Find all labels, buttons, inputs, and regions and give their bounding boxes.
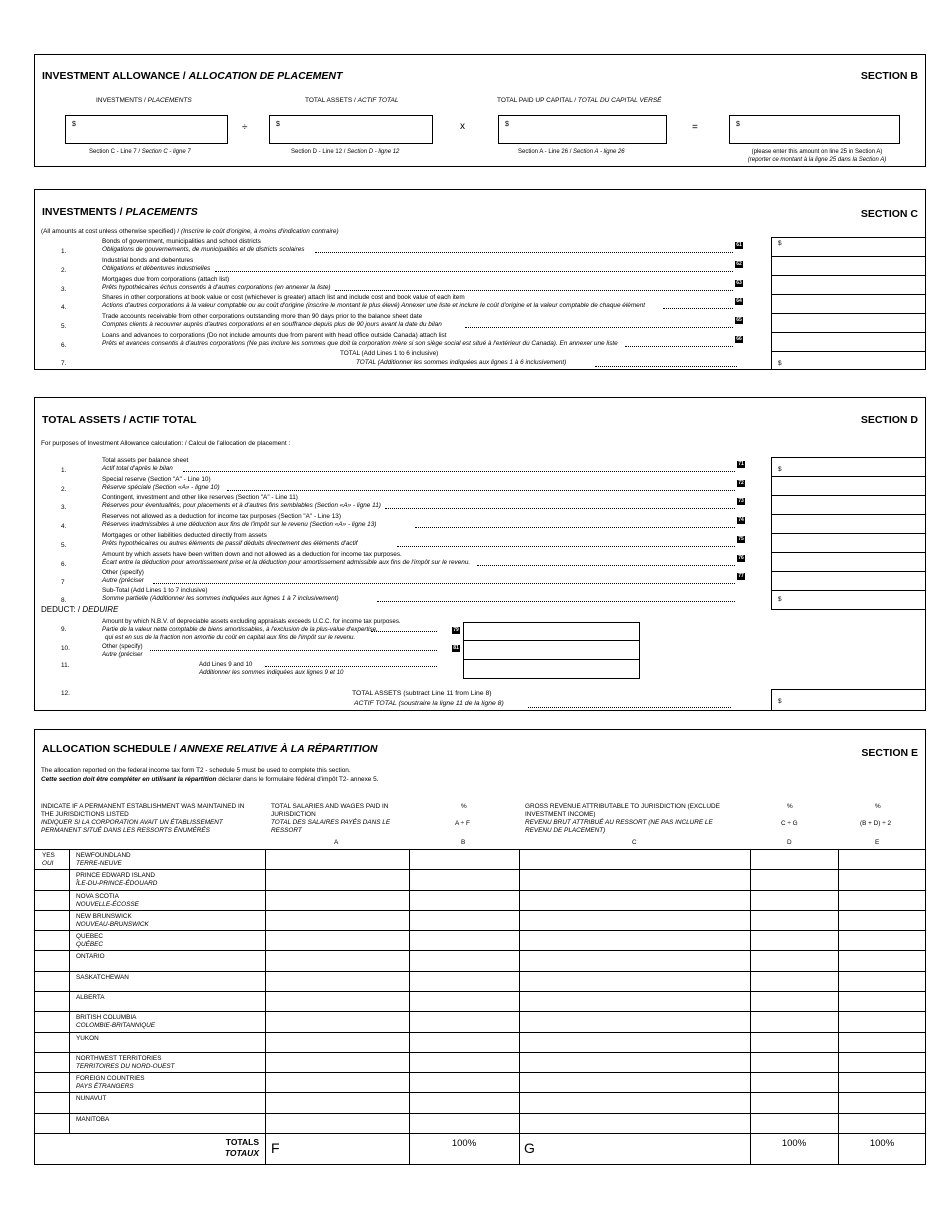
e-header-e-formula: (B + D) ÷ 2 [860,820,892,827]
c-line3-en: Mortgages due from corporations (attach list) [102,276,230,283]
d-line5-input[interactable] [772,534,925,552]
cell-yes[interactable] [36,850,68,869]
allocation-table [35,849,925,1133]
jurisdiction-name-fr: TERRE-NEUVE [76,860,122,867]
d-line2-input[interactable] [772,477,925,495]
totals-row [35,1133,925,1165]
d-line2-en: Special reserve (Section "A" - Line 10) [102,476,211,483]
paid-up-capital-col-label: TOTAL PAID UP CAPITAL / TOTAL DU CAPITAL VERSÉ [497,97,662,104]
deduct-label: DEDUCT: / DEDUIRE [41,605,119,614]
c-line4-num: 4. [61,304,67,311]
d-line7-input[interactable] [772,572,925,590]
jurisdiction-name-en: QUEBEC [76,933,103,941]
section-d [34,397,926,711]
cell-yes[interactable] [36,951,68,970]
multiply-operator: x [460,121,465,132]
c-line4-code: 64 [736,298,742,304]
cell-pct-b[interactable] [410,870,518,889]
total-e-100: 100% [869,1138,895,1149]
section-b [34,54,926,167]
jurisdiction-row [35,1052,925,1072]
cell-pct-b[interactable] [410,931,518,950]
yes-label: YES [42,852,55,859]
cell-yes[interactable] [36,911,68,930]
cell-pct-d[interactable] [751,891,837,910]
cell-salaries[interactable] [266,891,408,910]
e-header-d-pct: % [787,803,793,810]
d-line3-en: Contingent, investment and other like reserves (Section "A" - Line 11) [102,494,298,501]
cell-pct-e[interactable] [839,1114,924,1133]
total-dollar: $ [778,360,782,367]
d-line6-num: 6. [61,561,67,568]
total-d-100: 100% [781,1138,807,1149]
jurisdiction-name-fr: PAYS ÉTRANGERS [76,1083,134,1091]
c-line4-input[interactable] [772,295,925,313]
cell-salaries[interactable] [266,972,408,991]
c-line2-code: 62 [736,261,742,267]
c-line5-code: 65 [736,317,742,323]
c-total-input[interactable] [772,352,925,370]
cell-yes[interactable] [36,870,68,889]
cell-salaries[interactable] [266,1114,408,1133]
section-e-note-fr: Cette section doit être compléter en utilisant la répartition déclarer dans le formulaire fédéral d'impôt T2- annexe 5. [41,776,379,783]
total-f: F [271,1140,280,1156]
jurisdiction-name-en: ONTARIO [76,953,105,961]
cell-pct-e[interactable] [839,951,924,970]
d-line9-input[interactable] [463,622,640,641]
d-line12-en: TOTAL ASSETS (subtract Line 11 from Line 8) [352,690,492,697]
jurisdiction-name-en: MANITOBA [76,1115,110,1123]
c-line2-input[interactable] [772,257,925,275]
investments-input[interactable]: $ [65,115,228,144]
jurisdiction-name-en: PRINCE EDWARD ISLAND [76,872,155,880]
d-line7-num: 7 [61,579,65,586]
cell-salaries[interactable] [266,1012,408,1031]
jurisdiction-row [35,869,925,889]
d-line11-num: 11. [61,662,70,669]
e-header-e-pct: % [875,803,881,810]
e-header-b-pct: % [461,803,467,810]
cell-pct-e[interactable] [839,1093,924,1112]
cell-gross-revenue[interactable] [520,1053,749,1072]
e-header-permanent-establishment: INDICATE IF A PERMANENT ESTABLISHMENT WAS MAINTAINED IN THE JURISDICTIONS LISTED INDIQUER SI LA CORPORATION AVAIT UN ÉTABLISSEMENT PERMANENT SITUÉ DANS LES RESSORTS ÉNUMÉRÉS [41,803,245,834]
d-line11-text: Add Lines 9 and 10 Additionner les sommes indiquées aux lignes 9 et 10 [199,661,344,676]
cell-pct-d[interactable] [751,931,837,950]
cell-gross-revenue[interactable] [520,972,749,991]
cell-pct-e[interactable] [839,1033,924,1052]
d-line5-fr: Prêts hypothécaires ou autres éléments de passif déduits directement des éléments d'actif [102,540,358,547]
d-line4-num: 4. [61,523,67,530]
jurisdiction-name-fr: TERRITOIRES DU NORD-OUEST [76,1062,175,1070]
d-line6-en: Amount by which assets have been written down and not allowed as a deduction for income tax purposes. [102,551,402,558]
cell-pct-e[interactable] [839,992,924,1011]
cell-yes[interactable] [36,1093,68,1112]
cell-pct-d[interactable] [751,992,837,1011]
jurisdiction-name-fr: NOUVELLE-ÉCOSSE [76,900,139,908]
cell-yes[interactable] [36,992,68,1011]
cell-gross-revenue[interactable] [520,870,749,889]
section-c-title: INVESTMENTS / PLACEMENTS [42,206,198,218]
cell-pct-b[interactable] [410,1053,518,1072]
e-header-col-e: E [875,839,880,846]
d-line3-input[interactable] [772,496,925,514]
investment-allowance-result-input[interactable]: $ [729,115,900,144]
section-b-title: INVESTMENT ALLOWANCE / ALLOCATION DE PLACEMENT [42,70,343,82]
d-line1-en: Total assets per balance sheet [102,457,189,464]
cell-gross-revenue[interactable] [520,1093,749,1112]
cell-pct-b[interactable] [410,1073,518,1092]
jurisdiction-name-en: FOREIGN COUNTRIES [76,1075,145,1083]
d-line2-code: 72 [738,480,744,486]
cell-pct-e[interactable] [839,931,924,950]
cell-pct-e[interactable] [839,911,924,930]
c-line6-num: 6. [61,342,67,349]
c-line5-fr: Comptes clients à recouvrer auprès d'autres corporations et en souffrance depuis plus de 90 jours avant la date du bilan [102,321,442,328]
cell-gross-revenue[interactable] [520,1012,749,1031]
d-line4-code: 74 [738,517,744,523]
jurisdiction-name-en: NEW BRUNSWICK [76,912,132,920]
d-line10-input[interactable] [463,641,640,660]
section-d-note: For purposes of Investment Allowance calculation: / Calcul de l'allocation de placement : [41,440,291,447]
c-line4-fr: Actions d'autres corporations à la valeur comptable ou au coût d'origine (inscrire le montant le plus élevé) Annexer une liste et inclure le coût d'origine et la valeur comptable de chaque élément [102,302,646,309]
c-line6-fr: Prêts et avances consentis à d'autres corporations (Ne pas inclure les sommes que doit la corporation mère si son siège social est situé à l'extérieur du Canada). En annexer une liste [102,340,618,347]
c-line2-num: 2. [61,267,67,274]
section-e-label: SECTION E [861,747,918,759]
c-line3-code: 63 [736,280,742,286]
section-c-note: (All amounts at cost unless otherwise specified) / (Inscrire le coût d'origine, à moins d'indication contraire) [41,228,339,235]
section-b-label: SECTION B [860,70,918,82]
cell-pct-b[interactable] [410,972,518,991]
e-header-col-c: C [632,839,637,846]
d-line1-dollar: $ [778,466,782,473]
d-line12-num: 12. [61,690,70,697]
jurisdiction-row [35,971,925,991]
cell-gross-revenue[interactable] [520,931,749,950]
cell-yes[interactable] [36,1012,68,1031]
jurisdiction-name-en: YUKON [76,1034,99,1042]
investments-col-label: INVESTMENTS / PLACEMENTS [96,97,192,104]
jurisdiction-name-en: NUNAVUT [76,1095,107,1103]
yes-label-fr: OUI [42,860,54,867]
c-line5-en: Trade accounts receivable from other corporations outstanding more than 90 days prior to the balance sheet date [102,313,423,320]
c-line3-num: 3. [61,286,67,293]
e-header-gross-revenue: GROSS REVENUE ATTRIBUTABLE TO JURISDICTION (EXCLUDE INVESTMENT INCOME) REVENU BRUT ATTRIBUÉ AU RESSORT (NE PAS INCLURE LE REVENU DE PLACEMENT) [525,803,720,834]
c-line5-num: 5. [61,323,67,330]
section-e-note-en: The allocation reported on the federal income tax form T2 - schedule 5 must be used to complete this section. [41,767,351,774]
d-line6-code: 76 [738,555,744,561]
jurisdiction-row [35,1011,925,1031]
total-assets-col-label: TOTAL ASSETS / ACTIF TOTAL [305,97,399,104]
c-line2-fr: Obligations et débentures industrielles [102,265,211,272]
cell-salaries[interactable] [266,1053,408,1072]
c-line3-input[interactable] [772,276,925,294]
d-line5-code: 75 [738,536,744,542]
jurisdiction-row [35,991,925,1011]
d-line4-input[interactable] [772,515,925,533]
d-line8-num: 8. [61,597,67,604]
cell-pct-d[interactable] [751,911,837,930]
jurisdiction-row [35,1072,925,1092]
d-line1-code: 71 [738,461,744,467]
total-b-100: 100% [451,1138,477,1149]
cell-yes[interactable] [36,1073,68,1092]
cell-pct-b[interactable] [410,1093,518,1112]
c-line6-code: 66 [736,336,742,342]
cell-pct-d[interactable] [751,1073,837,1092]
cell-gross-revenue[interactable] [520,992,749,1011]
c-line6-input[interactable] [772,333,925,351]
cell-salaries[interactable] [266,1073,408,1092]
cell-gross-revenue[interactable] [520,850,749,869]
c-line5-input[interactable] [772,314,925,332]
c-line1-en: Bonds of government, municipalities and school districts [102,238,261,245]
jurisdiction-name-en: SASKATCHEWAN [76,973,129,981]
cell-pct-d[interactable] [751,951,837,970]
cell-gross-revenue[interactable] [520,911,749,930]
e-header-col-b: B [461,839,466,846]
cell-pct-e[interactable] [839,891,924,910]
cell-salaries[interactable] [266,870,408,889]
cell-pct-e[interactable] [839,870,924,889]
d-line1-fr: Actif total d'après le bilan [102,465,173,472]
c-line6-en: Loans and advances to corporations (Do not include amounts due from parent with head office outside Canada) attach list [102,332,447,339]
section-e-title: ALLOCATION SCHEDULE / ANNEXE RELATIVE À LA RÉPARTITION [42,743,378,755]
cell-yes[interactable] [36,1053,68,1072]
section-c-label: SECTION C [860,208,918,220]
cell-pct-e[interactable] [839,1053,924,1072]
total-assets-input[interactable]: $ [269,115,433,144]
cell-gross-revenue[interactable] [520,1033,749,1052]
d-line12-fr: ACTIF TOTAL (soustraire la ligne 11 de la ligne 8) [354,700,504,707]
e-header-salaries: TOTAL SALARIES AND WAGES PAID IN JURISDICTION TOTAL DES SALAIRES PAYÉS DANS LE RESSORT [271,803,391,834]
c-line1-num: 1. [61,248,67,255]
cell-salaries[interactable] [266,850,408,869]
d-line12-input[interactable]: $ [771,689,926,711]
divide-operator: ÷ [242,122,248,133]
jurisdiction-row [35,1032,925,1052]
e-header-d-formula: C ÷ G [781,820,798,827]
c-line1-input[interactable] [772,238,925,256]
d-line10-text: Other (specify) Autre (préciser [102,643,143,658]
cell-pct-d[interactable] [751,972,837,991]
cell-pct-b[interactable] [410,891,518,910]
cell-salaries[interactable] [266,911,408,930]
d-line7-code: 77 [738,573,744,579]
d-line7-en: Other (specify) [102,569,144,576]
jurisdiction-name-fr: NOUVEAU-BRUNSWICK [76,920,149,928]
ref-section-a: Section A - Line 26 / Section A - ligne 26 [518,149,625,155]
cell-pct-d[interactable] [751,850,837,869]
cell-pct-b[interactable] [410,1114,518,1133]
jurisdiction-name-fr: COLOMBIE-BRITANNIQUE [76,1022,156,1030]
jurisdiction-row [35,950,925,970]
c-line1-fr: Obligations de gouvernements, de municipalités et de districts scolaires [102,246,305,253]
cell-salaries[interactable] [266,931,408,950]
c-line3-fr: Prêts hypothécaires échus consentis à d'autres corporations (en annexer la liste) [102,284,331,291]
line1-dollar: $ [778,240,782,247]
d-line5-num: 5. [61,542,67,549]
d-line2-fr: Réserve spéciale (Section «A» - ligne 10) [102,484,220,491]
cell-gross-revenue[interactable] [520,951,749,970]
ref-section-d: Section D - Line 12 / Section D - ligne 12 [291,149,400,155]
d-line11-input[interactable] [463,660,640,679]
cell-pct-d[interactable] [751,1093,837,1112]
jurisdiction-row [35,849,925,869]
e-header-b-formula: A ÷ F [455,820,470,827]
d-line8-input[interactable] [772,591,925,609]
cell-pct-e[interactable] [839,1073,924,1092]
cell-pct-d[interactable] [751,1114,837,1133]
d-line2-num: 2. [61,486,67,493]
cell-pct-d[interactable] [751,1053,837,1072]
cell-salaries[interactable] [266,992,408,1011]
d-line4-fr: Réserves inadmissibles à une déduction aux fins de l'impôt sur le revenu (Section «A» - ligne 13) [102,521,377,528]
e-header-col-a: A [334,839,339,846]
cell-gross-revenue[interactable] [520,1114,749,1133]
d-line8-fr: Somme partielle (Additionner les sommes indiquées aux lignes 1 à 7 inclusivement) [102,595,339,602]
section-d-label: SECTION D [860,414,918,426]
jurisdiction-row [35,890,925,910]
jurisdiction-name-fr: ÎLE-DU-PRINCE-ÉDOUARD [76,880,158,888]
d-line1-input[interactable] [772,458,925,476]
cell-pct-e[interactable] [839,1012,924,1031]
d-line6-input[interactable] [772,553,925,571]
section-d-title: TOTAL ASSETS / ACTIF TOTAL [42,414,197,426]
d-line9-num: 9. [61,626,67,633]
cell-gross-revenue[interactable] [520,891,749,910]
cell-yes[interactable] [36,1033,68,1052]
c-total-label-fr: TOTAL (Additionner les sommes indiquées aux lignes 1 à 6 inclusivement) [356,359,567,366]
ref-line-25-note: (please enter this amount on line 25 in Section A) (reporter ce montant à la ligne 25 dans la Section A) [747,149,887,163]
jurisdiction-row [35,1113,925,1133]
total-g: G [524,1140,535,1156]
jurisdiction-name-en: ALBERTA [76,994,105,1001]
d-line3-fr: Réserves pour éventualités, pour placements et à d'autres fins semblables (Section «A» - ligne 11) [102,502,381,509]
cell-salaries[interactable] [266,1033,408,1052]
d-line10-code: 81 [453,645,459,651]
cell-salaries[interactable] [266,951,408,970]
d-line7-fr: Autre (préciser [102,577,144,584]
cell-gross-revenue[interactable] [520,1073,749,1092]
cell-pct-d[interactable] [751,1033,837,1052]
c-total-num: 7. [61,360,67,367]
cell-pct-b[interactable] [410,911,518,930]
d-line8-en: Sub-Total (Add Lines 1 to 7 inclusive) [102,587,208,594]
jurisdiction-name-en: NOVA SCOTIA [76,892,119,900]
paid-up-capital-input[interactable]: $ [498,115,667,144]
c-line4-en: Shares in other corporations at book value or cost (whichever is greater) attach list and include cost and book value of each item [102,294,465,301]
c-line2-en: Industrial bonds and debentures [102,257,194,264]
d-line6-fr: Écart entre la déduction pour amortissement prise et la déduction pour amortissement admissible aux fins de l'impôt sur le revenu. [102,559,471,566]
section-e [34,729,926,1165]
d-line5-en: Mortgages or other liabilities deducted directly from assets [102,532,267,539]
cell-pct-d[interactable] [751,1012,837,1031]
cell-yes[interactable] [36,931,68,950]
cell-pct-b[interactable] [410,850,518,869]
ref-section-c: Section C - Line 7 / Section C - ligne 7 [89,149,191,155]
cell-pct-b[interactable] [410,951,518,970]
cell-yes[interactable] [36,972,68,991]
cell-yes[interactable] [36,1114,68,1133]
cell-pct-e[interactable] [839,850,924,869]
e-header-col-d: D [787,839,792,846]
cell-pct-e[interactable] [839,972,924,991]
jurisdiction-row [35,930,925,950]
c-line1-code: 61 [736,242,742,248]
d-line10-num: 10. [61,645,70,652]
d-line9-text: Amount by which N.B.V. of depreciable assets excluding appraisals exceeds U.C.C. for income tax purposes. Partie de la valeur nette comptable de biens amortissables, à l'exclusion de la plus-value d'expertise, qui est en sus de la fraction non amortie du coût en capital aux fins de l'impôt sur le revenu. [102,618,401,641]
jurisdiction-name-fr: QUÉBEC [76,941,103,949]
totals-label: TOTALS TOTAUX [224,1137,259,1158]
cell-yes[interactable] [36,891,68,910]
d-line8-dollar: $ [778,596,782,603]
jurisdiction-name-en: BRITISH COLUMBIA [76,1014,137,1022]
equals-operator: = [692,122,698,133]
jurisdiction-name-en: NORTHWEST TERRITORIES [76,1054,162,1062]
cell-salaries[interactable] [266,1093,408,1112]
cell-pct-d[interactable] [751,870,837,889]
d-line1-num: 1. [61,467,67,474]
d-line3-num: 3. [61,504,67,511]
cell-pct-b[interactable] [410,1033,518,1052]
c-total-label-en: TOTAL (Add Lines 1 to 6 inclusive) [340,350,439,357]
jurisdiction-row [35,910,925,930]
jurisdiction-row [35,1092,925,1112]
jurisdiction-name-en: NEWFOUNDLAND [76,852,131,859]
cell-pct-b[interactable] [410,1012,518,1031]
d-line9-code: 79 [453,627,459,633]
d-line3-code: 73 [738,498,744,504]
d-line4-en: Reserves not allowed as a deduction for income tax purposes (Section "A" - Line 13) [102,513,341,520]
section-c [34,189,926,370]
cell-pct-b[interactable] [410,992,518,1011]
